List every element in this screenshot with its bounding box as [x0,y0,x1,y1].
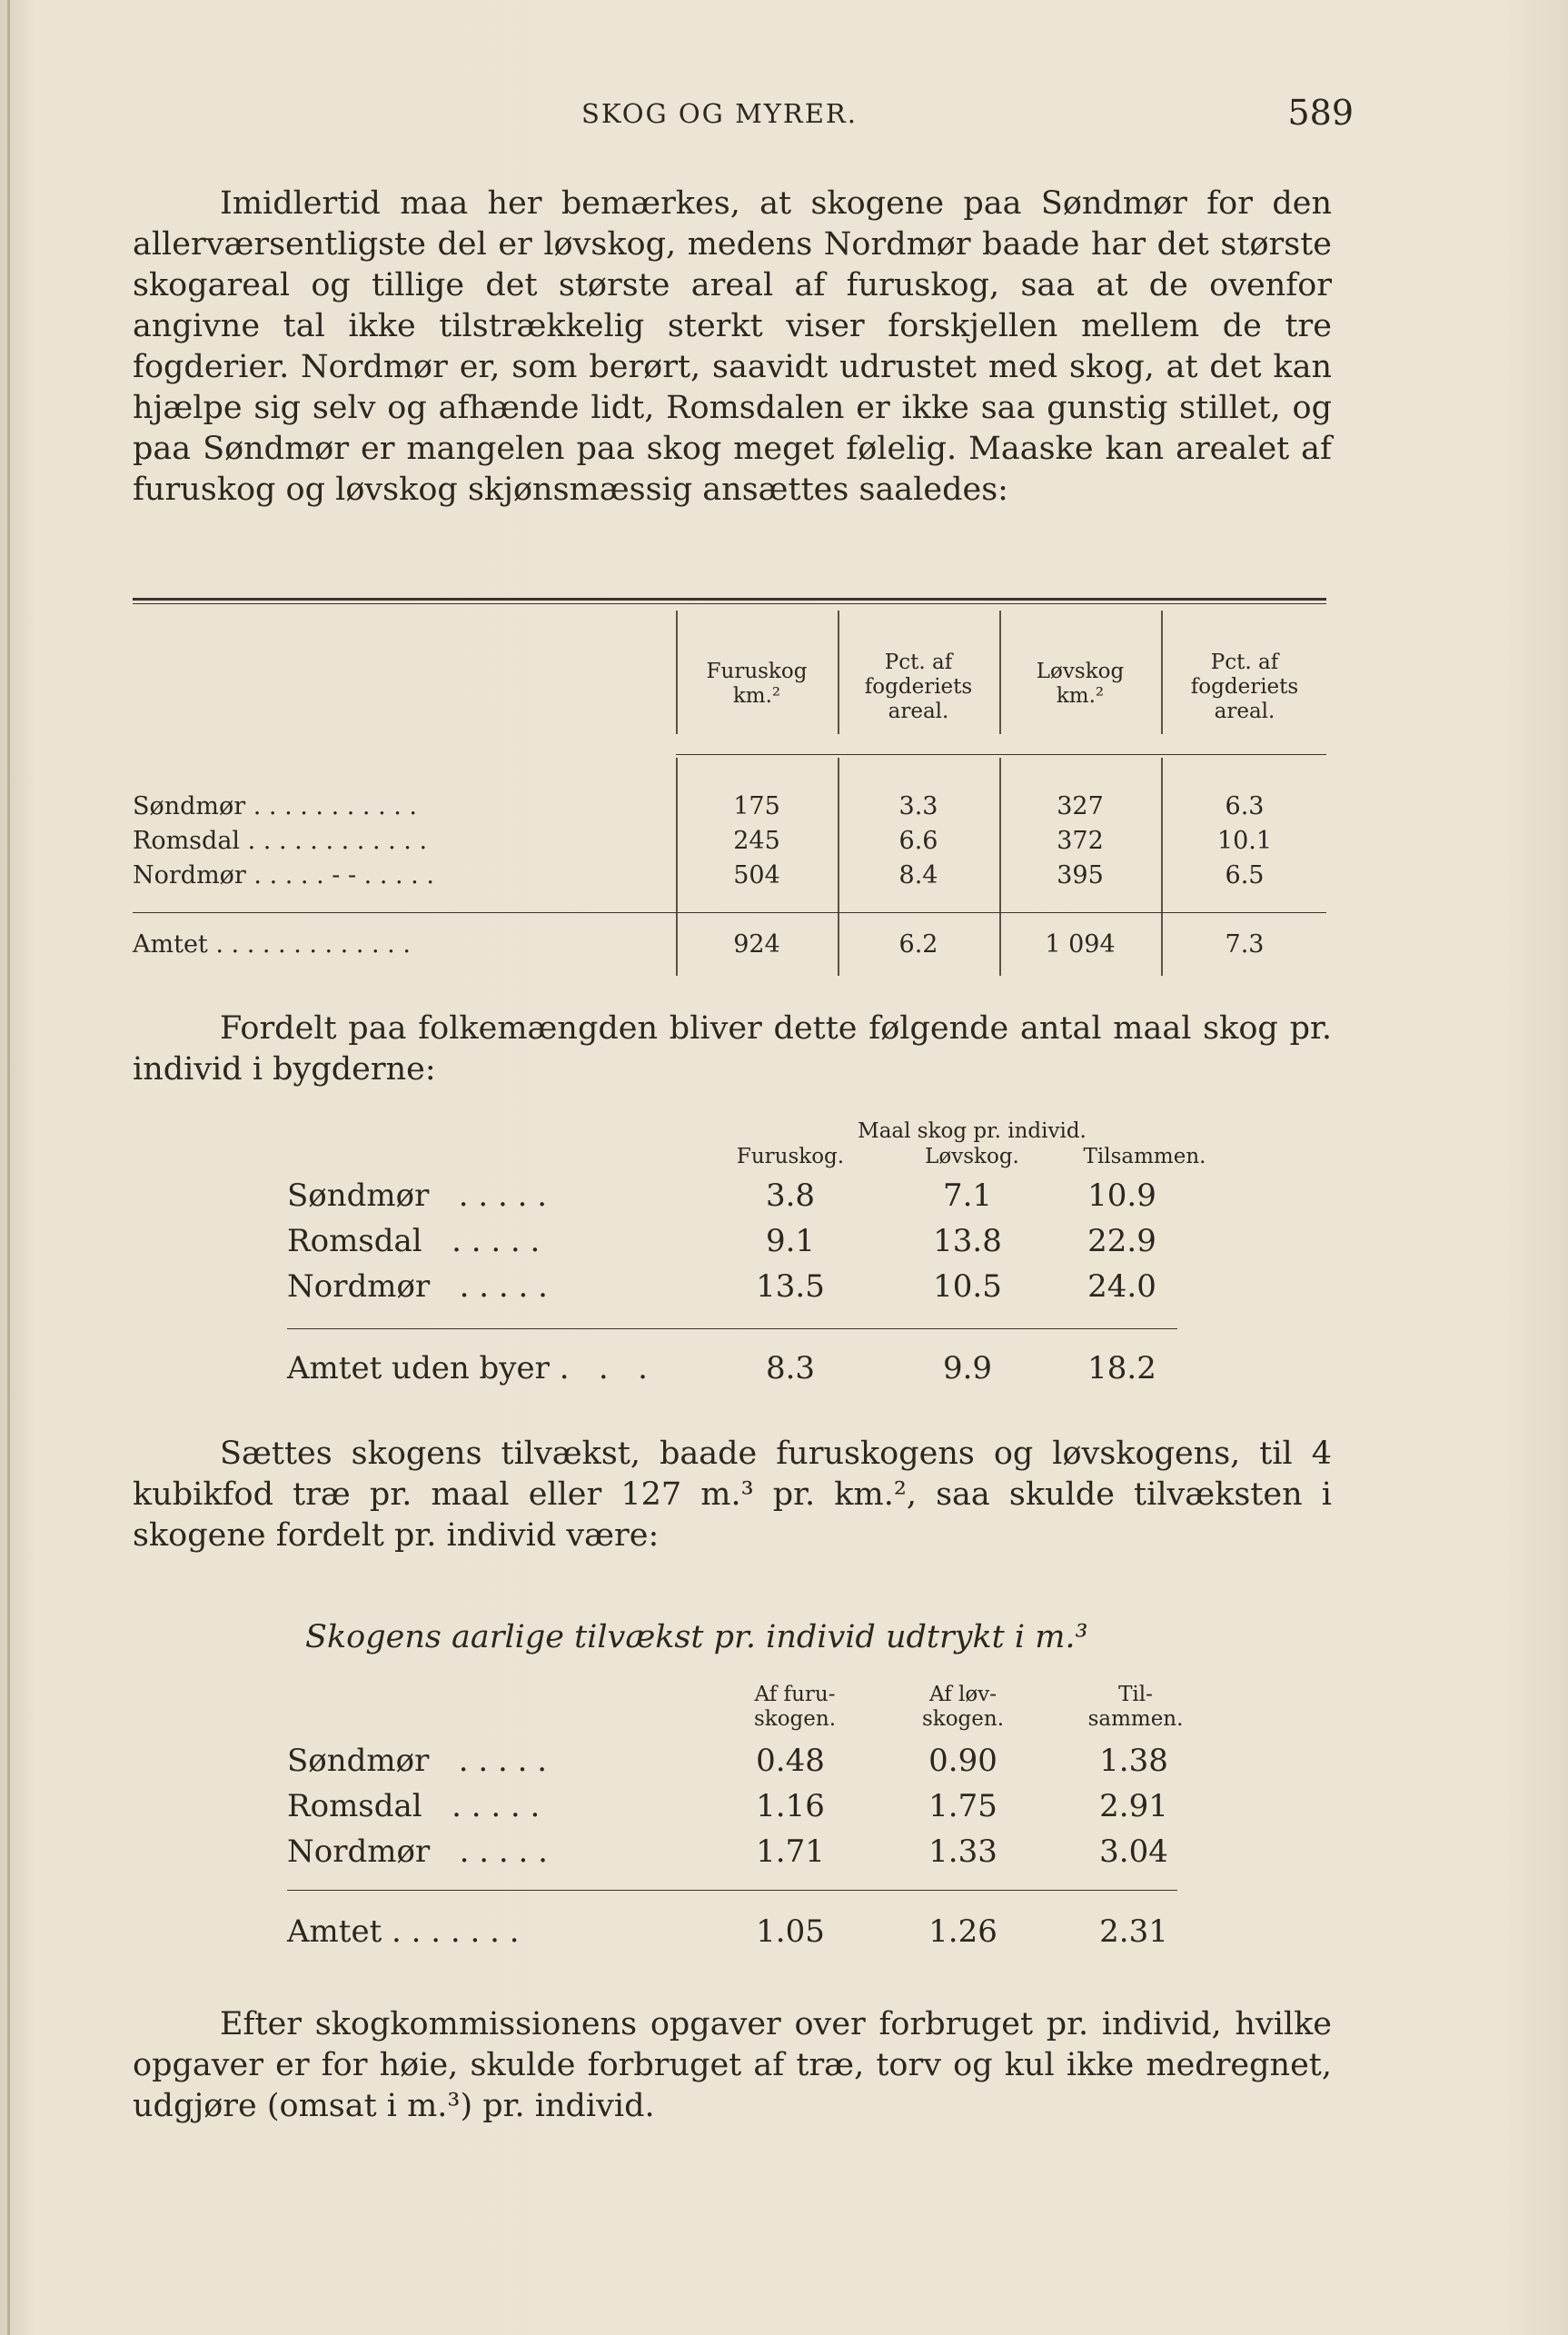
cell: 1.38 [1099,1743,1168,1779]
paragraph-1: Imidlertid maa her bemærkes, at skogene paa Søndmør for den allerværsentligste del er løvskog, medens Nordmør baade har det største skogareal og tillige det største areal af furuskog, saa at de ovenfor angivne tal ikke tilstrækkelig sterkt viser forskjellen mellem de tre fogderier. Nordmør er, som berørt, saavidt udrustet med skog, at det kan hjælpe sig selv og afhænde lidt, Romsdalen er ikke saa gunstig stillet, og paa Søndmør er mangelen paa skog meget følelig. Maaske kan arealet af furuskog og løvskog skjønsmæssig ansættes saaledes: [133,185,1332,508]
row-label-sondmor: Søndmør . . . . . . . . . . . [133,792,418,820]
paragraph-3: Sættes skogens tilvækst, baade furuskogens og løvskogens, til 4 kubikfod træ pr. maal eller 127 m.³ pr. km.², saa skulde tilvæksten i skogene fordelt pr. individ være: [133,1436,1332,1554]
row-label-amtet-uden-byer: Amtet uden byer . . . [287,1350,648,1386]
cell: 6.5 [1225,861,1265,889]
cell: 6.6 [898,827,938,855]
page-number: 589 [1287,93,1354,133]
col-header: Af løv- skogen. [921,1683,1005,1731]
header-furuskog: Furuskog km.² [706,660,808,708]
row-label-sondmor: Søndmør . . . . . [287,1177,548,1214]
cell: 10.9 [1087,1177,1156,1214]
paragraph-2: Fordelt paa folkemængden bliver dette følgende antal maal skog pr. individ i bygderne: [133,1010,1332,1088]
cell: 1.26 [928,1913,997,1950]
cell: 0.90 [928,1743,997,1779]
cell: 1.16 [756,1788,825,1824]
cell: 372 [1057,827,1104,855]
cell: 1.33 [928,1833,997,1870]
cell: 13.5 [756,1268,825,1305]
cell: 10.5 [933,1268,1002,1305]
col-header: Løvskog. [925,1145,1019,1168]
cell: 1 094 [1045,930,1116,959]
super-header: Maal skog pr. individ. [858,1119,1087,1143]
header-lovskog: Løvskog km.² [1036,660,1125,708]
cell: 395 [1057,861,1104,889]
cell: 13.8 [933,1223,1002,1259]
cell: 1.71 [756,1833,825,1870]
col-header: Tilsammen. [1083,1145,1206,1168]
row-label-nordmor: Nordmør . . . . . [287,1833,548,1870]
cell: 3.04 [1099,1833,1168,1870]
running-title: SKOG OG MYRER. [581,98,858,129]
col-header: Furuskog. [736,1145,845,1168]
cell: 24.0 [1087,1268,1156,1305]
cell: 1.75 [928,1788,997,1824]
row-label-nordmor: Nordmør . . . . . - - . . . . . [133,861,434,889]
cell: 2.91 [1099,1788,1168,1824]
cell: 245 [733,827,780,855]
cell: 9.1 [765,1223,816,1259]
cell: 8.3 [765,1350,816,1386]
paragraph-4: Efter skogkommissionens opgaver over forbruget pr. individ, hvilke opgaver er for høie, skulde forbruget af træ, torv og kul ikke medregnet, udgjøre (omsat i m.³) pr. individ. [133,2006,1332,2124]
row-label-romsdal: Romsdal . . . . . [287,1223,541,1259]
cell: 924 [733,930,780,959]
total-rule [287,1328,1177,1329]
cell: 18.2 [1087,1350,1156,1386]
cell: 8.4 [898,861,938,889]
total-rule [287,1890,1177,1891]
cell: 6.3 [1225,792,1265,820]
cell: 504 [733,861,780,889]
forest-area-table [133,598,1326,979]
cell: 3.3 [898,792,938,820]
cell: 9.9 [942,1350,993,1386]
table-caption: Skogens aarlige tilvækst pr. individ udtrykt i m.³ [305,1619,1088,1655]
cell: 10.1 [1216,827,1273,855]
row-label-sondmor: Søndmør . . . . . [287,1743,548,1779]
row-label-romsdal: Romsdal . . . . . [287,1788,541,1824]
page-edge [7,0,10,2335]
cell: 6.2 [898,930,938,959]
cell: 7.3 [1225,930,1265,959]
cell: 22.9 [1087,1223,1156,1259]
cell: 0.48 [756,1743,825,1779]
cell: 1.05 [756,1913,825,1950]
row-label-amtet: Amtet . . . . . . . . . . . . . [133,930,411,959]
cell: 327 [1057,792,1104,820]
cell: 3.8 [765,1177,816,1214]
table-top-rule [133,598,1326,601]
col-header: Til- sammen. [1087,1683,1184,1731]
cell: 175 [733,792,780,820]
cell: 2.31 [1099,1913,1168,1950]
row-label-romsdal: Romsdal . . . . . . . . . . . . [133,827,428,855]
header-pct-1: Pct. af fogderiets areal. [864,651,973,723]
total-rule [133,912,1326,913]
row-label-nordmor: Nordmør . . . . . [287,1268,548,1305]
cell: 7.1 [942,1177,993,1214]
header-pct-2: Pct. af fogderiets areal. [1190,651,1299,723]
row-label-amtet: Amtet . . . . . . . [287,1913,520,1950]
col-header: Af furu- skogen. [753,1683,837,1731]
